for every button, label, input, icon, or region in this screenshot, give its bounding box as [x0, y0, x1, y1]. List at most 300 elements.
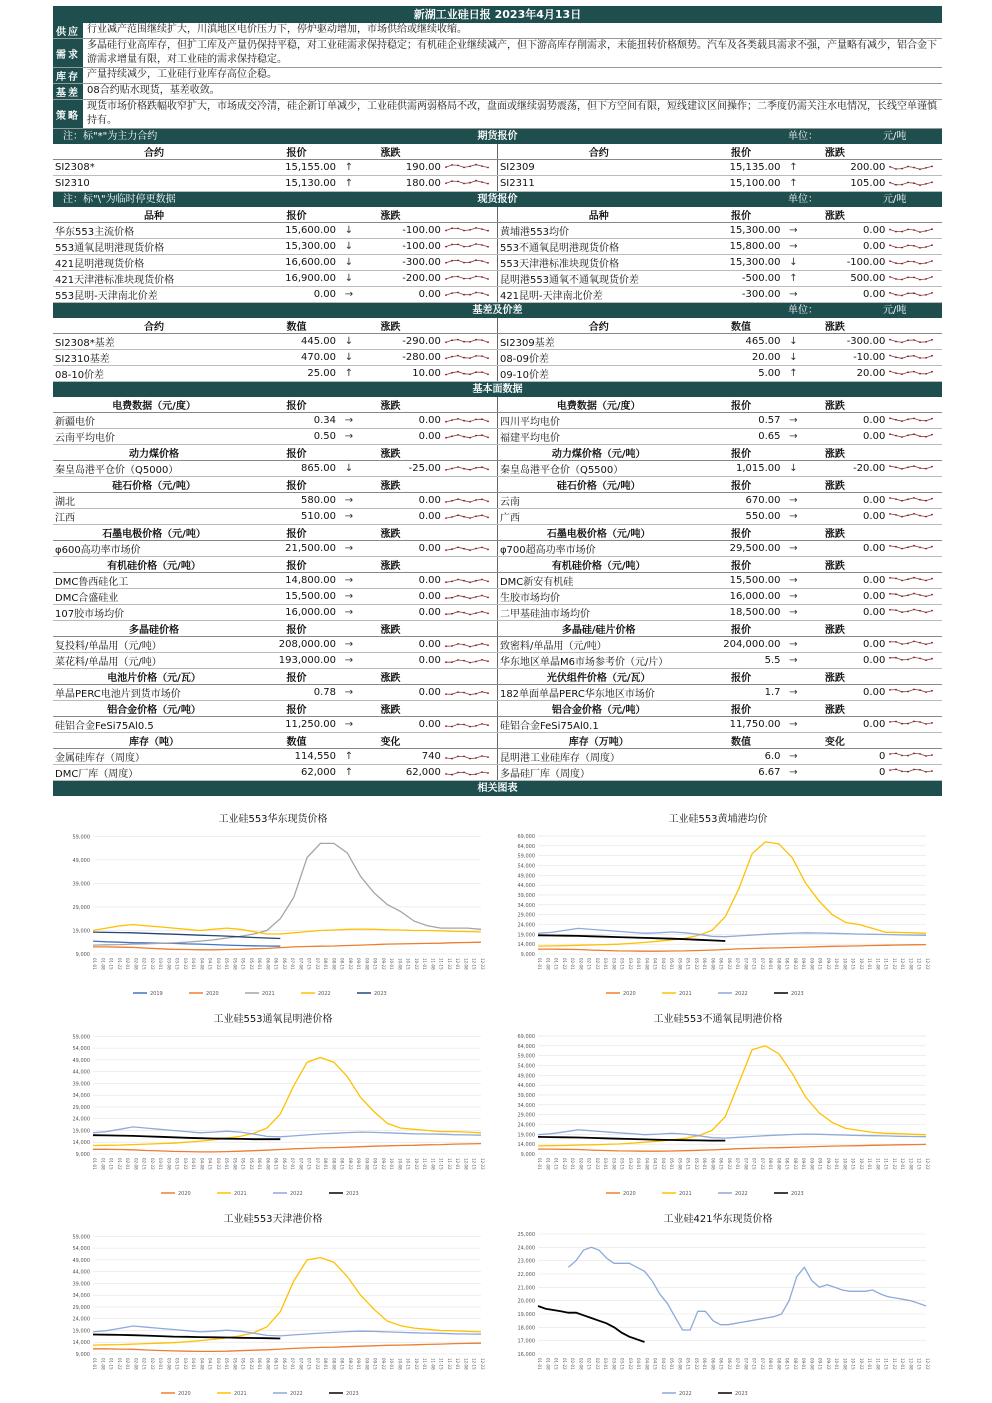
y-tick-label: 21,000: [517, 1285, 535, 1292]
x-tick-label: 07-01: [290, 958, 296, 970]
trend-cell: [887, 461, 942, 477]
x-tick-label: 06-15: [718, 1158, 724, 1170]
summary-label: 策略: [53, 100, 83, 128]
summary-row: [53, 39, 942, 68]
summary-text: 产量持续减少，工业硅行业库存高位企稳。: [87, 69, 277, 80]
x-tick-label: 07-15: [751, 1158, 757, 1170]
item-name: 单晶PERC电池片到货市场价: [53, 685, 255, 701]
trend-cell: [443, 429, 498, 445]
x-tick-label: 03-22: [627, 958, 633, 970]
arrow-down-icon: ↓: [782, 350, 804, 366]
price-chart: [498, 1006, 938, 1201]
item-change: 0.00: [360, 589, 443, 605]
header-name: 电池片价格（元/瓦）: [53, 669, 255, 685]
x-tick-label: 11-15: [883, 958, 889, 970]
x-tick-label: 11-08: [875, 958, 881, 970]
item-value: 25.00: [255, 366, 338, 382]
x-tick-label: 09-22: [380, 1358, 386, 1370]
y-tick-label: 23,000: [517, 1258, 535, 1265]
item-name: 昆明港553通氧不通氧现货价差: [497, 271, 699, 287]
x-tick-label: 05-08: [232, 1358, 238, 1370]
table-row: [53, 637, 942, 653]
x-tick-label: 12-01: [455, 1158, 461, 1170]
x-tick-label: 06-08: [710, 1358, 716, 1370]
y-tick-label: 29,000: [517, 1112, 535, 1119]
x-tick-label: 06-01: [702, 958, 708, 970]
y-tick-label: 29,000: [72, 1304, 90, 1311]
item-change: 0.00: [804, 717, 887, 733]
arrow-up-icon: ↑: [782, 160, 804, 176]
x-tick-label: 07-22: [759, 1358, 765, 1370]
item-value: 670.00: [699, 493, 782, 509]
table-row: [53, 239, 942, 255]
item-name: DMC新安有机硅: [497, 573, 699, 589]
table-row: [53, 573, 942, 589]
header-change: 涨跌: [338, 318, 443, 334]
x-tick-label: 11-22: [891, 958, 897, 970]
item-change: -100.00: [360, 239, 443, 255]
trend-cell: [887, 366, 942, 382]
arrow-right-icon: →: [338, 605, 360, 621]
y-tick-label: 19,000: [517, 1132, 535, 1139]
sparkline: [443, 574, 493, 587]
trend-cell: [887, 573, 942, 589]
header-change: 涨跌: [782, 397, 887, 413]
x-tick-label: 07-08: [743, 1358, 749, 1370]
x-tick-label: 01-22: [561, 1158, 567, 1170]
trend-cell: [887, 239, 942, 255]
x-tick-label: 02-08: [133, 1358, 139, 1370]
header-price: 报价: [699, 207, 782, 223]
y-tick-label: 9,000: [75, 1152, 90, 1158]
legend-label: 2020: [178, 1391, 191, 1397]
x-tick-label: 08-08: [331, 958, 337, 970]
header-price: 报价: [699, 477, 782, 493]
item-value: 15,300.00: [255, 239, 338, 255]
x-tick-label: 01-15: [553, 1358, 559, 1370]
x-tick-label: 03-08: [611, 1358, 617, 1370]
y-tick-label: 29,000: [72, 1104, 90, 1111]
item-name: 云南: [497, 493, 699, 509]
x-tick-label: 04-22: [215, 1358, 221, 1370]
arrow-down-icon: ↓: [782, 461, 804, 477]
trend-cell: [443, 239, 498, 255]
x-tick-label: 09-22: [825, 1358, 831, 1370]
sparkline: [887, 606, 937, 619]
x-tick-label: 05-15: [240, 1158, 246, 1170]
x-tick-label: 02-08: [578, 1358, 584, 1370]
header-change: 涨跌: [782, 445, 887, 461]
x-tick-label: 09-15: [817, 958, 823, 970]
x-tick-label: 01-15: [108, 1358, 114, 1370]
item-change: 0.00: [804, 223, 887, 239]
x-tick-label: 08-01: [323, 1158, 329, 1170]
sparkline: [443, 494, 493, 507]
x-tick-label: 02-01: [125, 1358, 131, 1370]
sparkline: [887, 462, 937, 475]
section-title: 基本面数据: [472, 384, 523, 395]
header-name: 多晶硅/硅片价格: [497, 621, 699, 637]
x-tick-label: 10-01: [389, 958, 395, 970]
sparkline: [887, 161, 937, 174]
y-tick-label: 59,000: [72, 834, 90, 841]
arrow-right-icon: →: [782, 765, 804, 781]
arrow-up-icon: ↑: [338, 160, 360, 176]
unit-value: 元/吨: [883, 131, 907, 142]
x-tick-label: 06-15: [273, 1158, 279, 1170]
x-tick-label: 10-15: [850, 1158, 856, 1170]
data-table: [53, 144, 942, 192]
header-price: 报价: [255, 669, 338, 685]
sparkline: [443, 161, 493, 174]
item-change: 0.00: [360, 413, 443, 429]
sparkline: [887, 574, 937, 587]
x-tick-label: 04-15: [652, 958, 658, 970]
sparkline: [887, 686, 937, 699]
item-name: SI2309: [497, 160, 699, 176]
arrow-right-icon: →: [782, 605, 804, 621]
item-change: 0.00: [360, 573, 443, 589]
header-change: 涨跌: [782, 144, 887, 160]
item-change: 0.00: [804, 429, 887, 445]
header-name: 动力煤价格: [53, 445, 255, 461]
x-tick-label: 06-22: [281, 1358, 287, 1370]
summary-row: [53, 68, 942, 84]
y-tick-label: 59,000: [517, 1053, 535, 1060]
x-tick-label: 05-01: [224, 958, 230, 970]
x-tick-label: 07-15: [306, 1358, 312, 1370]
arrow-right-icon: →: [338, 509, 360, 525]
x-tick-label: 11-22: [446, 958, 452, 970]
x-tick-label: 05-22: [248, 958, 254, 970]
x-tick-label: 12-08: [463, 958, 469, 970]
item-name: 107胶市场均价: [53, 605, 255, 621]
item-change: 0.00: [360, 717, 443, 733]
unit-label: 单位：: [788, 131, 818, 142]
trend-cell: [443, 176, 498, 192]
x-tick-label: 10-08: [397, 958, 403, 970]
item-name: SI2310基差: [53, 350, 255, 366]
legend-label: 2023: [735, 1391, 748, 1397]
item-value: 15,135.00: [699, 160, 782, 176]
charts-area: [53, 806, 942, 1402]
y-tick-label: 54,000: [517, 863, 535, 870]
x-tick-label: 11-22: [891, 1158, 897, 1170]
x-tick-label: 11-08: [430, 1158, 436, 1170]
summary-label: 供应: [53, 23, 83, 38]
table-row: [53, 717, 942, 733]
x-tick-label: 12-15: [471, 1158, 477, 1170]
x-tick-label: 01-08: [545, 958, 551, 970]
table-row: [53, 255, 942, 271]
item-value: 0.65: [699, 429, 782, 445]
x-tick-label: 04-22: [660, 1358, 666, 1370]
trend-cell: [443, 160, 498, 176]
sparkline: [887, 367, 937, 380]
chart-plot: [498, 1026, 938, 1199]
x-tick-label: 10-15: [405, 1358, 411, 1370]
arrow-right-icon: →: [338, 429, 360, 445]
x-tick-label: 12-01: [455, 1358, 461, 1370]
header-change: 涨跌: [782, 621, 887, 637]
trend-cell: [443, 637, 498, 653]
sparkline: [887, 272, 937, 285]
item-change: -100.00: [360, 223, 443, 239]
item-change: 105.00: [804, 176, 887, 192]
arrow-right-icon: →: [338, 589, 360, 605]
y-tick-label: 17,000: [517, 1338, 535, 1345]
item-value: 510.00: [255, 509, 338, 525]
x-tick-label: 05-01: [669, 1358, 675, 1370]
x-tick-label: 04-22: [215, 1158, 221, 1170]
table-row: [53, 287, 942, 303]
item-value: 465.00: [699, 334, 782, 350]
x-tick-label: 08-15: [784, 1358, 790, 1370]
y-tick-label: 54,000: [72, 1246, 90, 1253]
x-tick-label: 09-01: [356, 1158, 362, 1170]
item-change: 740: [360, 749, 443, 765]
unit-value: 元/吨: [883, 305, 907, 316]
y-tick-label: 25,000: [517, 1232, 535, 1238]
header-change: 涨跌: [338, 621, 443, 637]
sparkline: [443, 240, 493, 253]
header-change: 涨跌: [782, 477, 887, 493]
unit-label: 单位：: [788, 194, 818, 205]
header-change: 涨跌: [782, 669, 887, 685]
x-tick-label: 03-08: [611, 958, 617, 970]
table-row: [53, 160, 942, 176]
item-change: 0.00: [360, 493, 443, 509]
legend-label: 2019: [150, 991, 163, 997]
sparkline: [443, 256, 493, 269]
header-name: 合约: [497, 144, 699, 160]
x-tick-label: 03-22: [182, 1358, 188, 1370]
x-tick-label: 12-15: [471, 958, 477, 970]
table-header: [53, 477, 942, 493]
item-value: 208,000.00: [255, 637, 338, 653]
header-change: 涨跌: [782, 318, 887, 334]
arrow-right-icon: →: [782, 637, 804, 653]
header-price: 报价: [699, 701, 782, 717]
x-tick-label: 09-01: [356, 958, 362, 970]
table-row: [53, 493, 942, 509]
x-tick-label: 10-22: [858, 1158, 864, 1170]
y-tick-label: 34,000: [517, 1102, 535, 1109]
header-price: 报价: [255, 445, 338, 461]
header-price: 报价: [255, 525, 338, 541]
table-row: [53, 176, 942, 192]
item-name: 黄埔港553均价: [497, 223, 699, 239]
x-tick-label: 12-22: [925, 1358, 930, 1370]
series-line-2022: [93, 1127, 481, 1137]
arrow-down-icon: ↓: [338, 239, 360, 255]
series-line-2022: [93, 925, 481, 934]
item-change: 10.00: [360, 366, 443, 382]
item-name: 421昆明-天津南北价差: [497, 287, 699, 303]
x-tick-label: 11-15: [883, 1358, 889, 1370]
trend-cell: [443, 223, 498, 239]
item-change: 0.00: [360, 287, 443, 303]
item-name: 硅铝合金FeSi75Al0.1: [497, 717, 699, 733]
series-line-2023: [93, 1135, 280, 1139]
item-name: 553昆明-天津南北价差: [53, 287, 255, 303]
data-table: [53, 318, 942, 382]
arrow-right-icon: →: [782, 493, 804, 509]
x-tick-label: 04-01: [636, 1358, 642, 1370]
section-title: 相关图表: [477, 783, 518, 794]
unit-label: 单位：: [788, 305, 818, 316]
table-header: [53, 701, 942, 717]
y-tick-label: 9,000: [520, 1152, 535, 1158]
sparkline: [443, 288, 493, 301]
x-tick-label: 06-22: [726, 1358, 732, 1370]
x-tick-label: 05-22: [693, 1158, 699, 1170]
trend-cell: [887, 429, 942, 445]
y-tick-label: 54,000: [72, 1046, 90, 1053]
x-tick-label: 01-22: [561, 958, 567, 970]
header-name: 库存（万吨）: [497, 733, 699, 749]
arrow-right-icon: →: [338, 541, 360, 557]
x-tick-label: 09-01: [356, 1358, 362, 1370]
arrow-down-icon: ↓: [338, 255, 360, 271]
x-tick-label: 04-15: [207, 958, 213, 970]
y-tick-label: 59,000: [72, 1234, 90, 1241]
y-tick-label: 19,000: [517, 932, 535, 939]
x-tick-label: 07-22: [759, 1158, 765, 1170]
table-row: [53, 413, 942, 429]
x-tick-label: 05-15: [685, 958, 691, 970]
x-tick-label: 04-01: [191, 958, 197, 970]
summary-row: [53, 84, 942, 100]
x-tick-label: 07-08: [298, 1358, 304, 1370]
x-tick-label: 07-08: [743, 1158, 749, 1170]
arrow-right-icon: →: [338, 685, 360, 701]
x-tick-label: 05-08: [232, 958, 238, 970]
table-row: [53, 350, 942, 366]
x-tick-label: 11-22: [446, 1158, 452, 1170]
x-tick-label: 10-22: [413, 958, 419, 970]
y-tick-label: 14,000: [517, 942, 535, 949]
trend-cell: [887, 271, 942, 287]
y-tick-label: 16,000: [517, 1352, 535, 1358]
header-price: 报价: [255, 144, 338, 160]
x-tick-label: 06-15: [718, 1358, 724, 1370]
x-tick-label: 10-22: [858, 958, 864, 970]
y-tick-label: 49,000: [517, 1073, 535, 1080]
arrow-right-icon: →: [782, 541, 804, 557]
header-name: 硅石价格（元/吨）: [497, 477, 699, 493]
x-tick-label: 08-15: [784, 1158, 790, 1170]
header-change: 变化: [338, 733, 443, 749]
y-tick-label: 44,000: [517, 883, 535, 890]
x-tick-label: 12-22: [925, 1158, 930, 1170]
sparkline: [443, 606, 493, 619]
x-tick-label: 09-22: [380, 1158, 386, 1170]
x-tick-label: 07-15: [751, 958, 757, 970]
trend-cell: [887, 413, 942, 429]
section-bar: [53, 192, 942, 207]
x-tick-label: 09-01: [801, 1158, 807, 1170]
x-tick-label: 02-15: [141, 1158, 147, 1170]
price-chart: [53, 1006, 493, 1201]
table-header: [53, 318, 942, 334]
header-name: 动力煤价格（元/吨）: [497, 445, 699, 461]
y-tick-label: 19,000: [72, 1328, 90, 1335]
table-header: [53, 397, 942, 413]
table-row: [53, 749, 942, 765]
item-name: 秦皇岛港平仓价（Q5000）: [53, 461, 255, 477]
report-title: 新湖工业硅日报 2023年4月13日: [53, 6, 942, 23]
price-chart: [53, 1206, 493, 1401]
y-tick-label: 69,000: [517, 833, 535, 840]
item-change: 200.00: [804, 160, 887, 176]
x-tick-label: 11-15: [438, 958, 444, 970]
header-name: 合约: [53, 318, 255, 334]
x-tick-label: 12-22: [480, 958, 485, 970]
x-tick-label: 10-22: [413, 1358, 419, 1370]
header-name: 硅石价格（元/吨）: [53, 477, 255, 493]
item-name: DMC鲁西硅化工: [53, 573, 255, 589]
x-tick-label: 06-01: [257, 1358, 263, 1370]
item-name: 硅铝合金FeSi75Al0.5: [53, 717, 255, 733]
x-tick-label: 10-01: [834, 1358, 840, 1370]
legend-label: 2023: [791, 1191, 804, 1197]
x-tick-label: 11-15: [438, 1358, 444, 1370]
x-tick-label: 09-15: [372, 958, 378, 970]
x-tick-label: 10-15: [405, 958, 411, 970]
item-change: -300.00: [804, 334, 887, 350]
y-tick-label: 39,000: [72, 1081, 90, 1088]
x-tick-label: 02-15: [141, 1358, 147, 1370]
x-tick-label: 03-01: [158, 1358, 164, 1370]
item-name: SI2308*基差: [53, 334, 255, 350]
x-tick-label: 07-01: [735, 1358, 741, 1370]
legend-label: 2022: [290, 1191, 303, 1197]
header-change: 涨跌: [782, 525, 887, 541]
header-price: 数值: [699, 318, 782, 334]
header-price: 报价: [699, 144, 782, 160]
section-bar: [53, 382, 942, 397]
sparkline: [887, 414, 937, 427]
x-tick-label: 06-01: [257, 1158, 263, 1170]
x-tick-label: 04-22: [660, 1158, 666, 1170]
x-tick-label: 06-01: [702, 1158, 708, 1170]
table-header: [53, 144, 942, 160]
arrow-right-icon: →: [338, 573, 360, 589]
x-tick-label: 05-22: [693, 1358, 699, 1370]
x-tick-label: 04-01: [636, 1158, 642, 1170]
chart-plot: [53, 1226, 493, 1399]
x-tick-label: 04-15: [207, 1158, 213, 1170]
arrow-right-icon: →: [782, 653, 804, 669]
table-header: [53, 525, 942, 541]
x-tick-label: 03-08: [166, 1358, 172, 1370]
y-tick-label: 59,000: [517, 853, 535, 860]
y-tick-label: 29,000: [72, 904, 90, 911]
sparkline: [887, 638, 937, 651]
x-tick-label: 07-01: [290, 1358, 296, 1370]
x-tick-label: 11-15: [883, 1158, 889, 1170]
x-tick-label: 02-22: [594, 958, 600, 970]
x-tick-label: 06-15: [718, 958, 724, 970]
x-tick-label: 01-22: [116, 958, 122, 970]
x-tick-label: 01-22: [116, 1158, 122, 1170]
y-tick-label: 14,000: [72, 1140, 90, 1147]
x-tick-label: 06-08: [265, 1158, 271, 1170]
table-row: [53, 366, 942, 382]
table-row: [53, 589, 942, 605]
trend-cell: [887, 493, 942, 509]
